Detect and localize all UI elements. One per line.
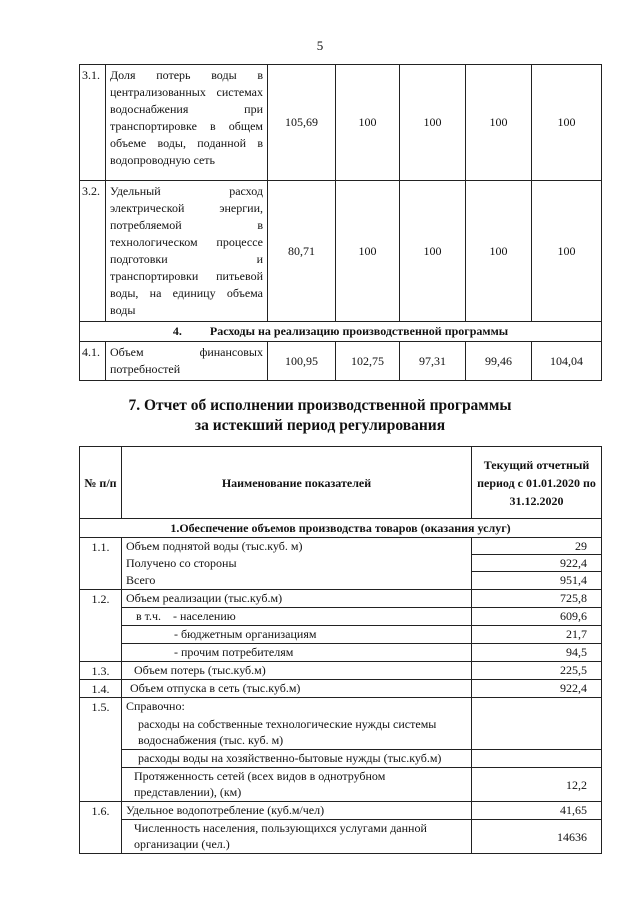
section-heading-line-2: за истекший период регулирования xyxy=(194,417,446,434)
row-name: Объем поднятой воды (тыс.куб. м) xyxy=(122,538,472,555)
section-title: 1.Обеспечение объемов производства товаров (оказания услуг) xyxy=(80,519,602,538)
row-name: Объем отпуска в сеть (тыс.куб.м) xyxy=(122,680,472,698)
table-row xyxy=(80,626,602,644)
row-number: 3.1. xyxy=(80,65,106,181)
header-name: Наименование показателей xyxy=(122,447,472,519)
table-row xyxy=(80,802,602,820)
row-value: 922,4 xyxy=(472,680,602,698)
table-row xyxy=(80,820,602,854)
table-row xyxy=(80,644,602,662)
row-value: 725,8 xyxy=(472,590,602,608)
table-row xyxy=(80,572,602,590)
row-description: Доля потерь воды в централизованных системах водоснабжения при транспортировке в общем объеме воды, поданной в водопроводную сеть xyxy=(106,65,268,181)
row-value: 100 xyxy=(400,181,466,322)
row-description: Удельный расход электрической энергии, потребляемой в технологическом процессе подготовки и транспортировки питьевой воды, на единицу объема воды xyxy=(106,181,268,322)
section-row xyxy=(80,322,602,342)
table-row xyxy=(80,555,602,572)
row-number: 1.3. xyxy=(80,662,122,680)
header-period: Текущий отчетный период с 01.01.2020 по 31.12.2020 xyxy=(472,447,602,519)
table-row xyxy=(80,750,602,768)
row-value: 97,31 xyxy=(400,342,466,381)
row-value: 922,4 xyxy=(472,555,602,572)
row-number: 4.1. xyxy=(80,342,106,381)
row-number: 1.6. xyxy=(80,802,122,854)
row-number: 1.5. xyxy=(80,698,122,802)
header-number: № п/п xyxy=(80,447,122,519)
header-row xyxy=(80,447,602,519)
row-value: 21,7 xyxy=(472,626,602,644)
row-number: 1.2. xyxy=(80,590,122,662)
table-row xyxy=(80,662,602,680)
row-value: 100 xyxy=(532,65,602,181)
page-number: 5 xyxy=(316,38,324,53)
row-name: Численность населения, пользующихся услугами данной организации (чел.) xyxy=(122,820,472,854)
row-value: 29 xyxy=(472,538,602,555)
report-table xyxy=(79,446,602,854)
row-name: Получено со стороны xyxy=(122,555,472,572)
row-name: - прочим потребителям xyxy=(122,644,472,662)
section-heading-line-1: 7. Отчет об исполнении производственной программы xyxy=(128,397,512,414)
row-value: 100,95 xyxy=(268,342,336,381)
row-value: 609,6 xyxy=(472,608,602,626)
row-value: 225,5 xyxy=(472,662,602,680)
section-title: Расходы на реализацию производственной программы xyxy=(209,324,509,338)
row-value: 12,2 xyxy=(472,768,602,802)
table-row xyxy=(80,698,602,716)
row-value: 41,65 xyxy=(472,802,602,820)
row-value: 100 xyxy=(336,181,400,322)
table-row xyxy=(80,680,602,698)
table-row xyxy=(80,608,602,626)
row-value: 100 xyxy=(466,65,532,181)
row-value: 100 xyxy=(466,181,532,322)
row-name: расходы воды на хозяйственно-бытовые нужды (тыс.куб.м) xyxy=(122,750,472,768)
row-name: Объем реализации (тыс.куб.м) xyxy=(122,590,472,608)
row-name: - бюджетным организациям xyxy=(122,626,472,644)
row-value: 105,69 xyxy=(268,65,336,181)
row-number: 3.2. xyxy=(80,181,106,322)
row-number: 1.4. xyxy=(80,680,122,698)
row-name: Всего xyxy=(122,572,472,590)
row-name: Протяженность сетей (всех видов в однотрубном представлении), (км) xyxy=(122,768,472,802)
row-name: Удельное водопотребление (куб.м/чел) xyxy=(122,802,472,820)
row-value: 102,75 xyxy=(336,342,400,381)
section-row xyxy=(80,519,602,538)
indicators-table xyxy=(79,64,602,381)
row-name: Объем потерь (тыс.куб.м) xyxy=(122,662,472,680)
table-row xyxy=(80,538,602,555)
row-value: 100 xyxy=(336,65,400,181)
table-row xyxy=(80,590,602,608)
row-value: 100 xyxy=(532,181,602,322)
table-row xyxy=(80,768,602,802)
row-value: 14636 xyxy=(472,820,602,854)
row-name: расходы на собственные технологические нужды системы водоснабжения (тыс. куб. м) xyxy=(122,716,472,750)
table-row xyxy=(80,181,602,322)
row-value: 104,04 xyxy=(532,342,602,381)
row-value: 100 xyxy=(400,65,466,181)
row-value: 951,4 xyxy=(472,572,602,590)
row-name: Справочно: xyxy=(122,698,472,716)
row-value: 99,46 xyxy=(466,342,532,381)
table-row xyxy=(80,342,602,381)
row-value: 80,71 xyxy=(268,181,336,322)
row-number: 1.1. xyxy=(80,538,122,590)
section-number: 4. xyxy=(172,324,182,338)
row-name: в т.ч. - населению xyxy=(122,608,472,626)
row-description: Объем финансовых потребностей xyxy=(106,342,268,381)
row-value: 94,5 xyxy=(472,644,602,662)
table-row xyxy=(80,65,602,181)
